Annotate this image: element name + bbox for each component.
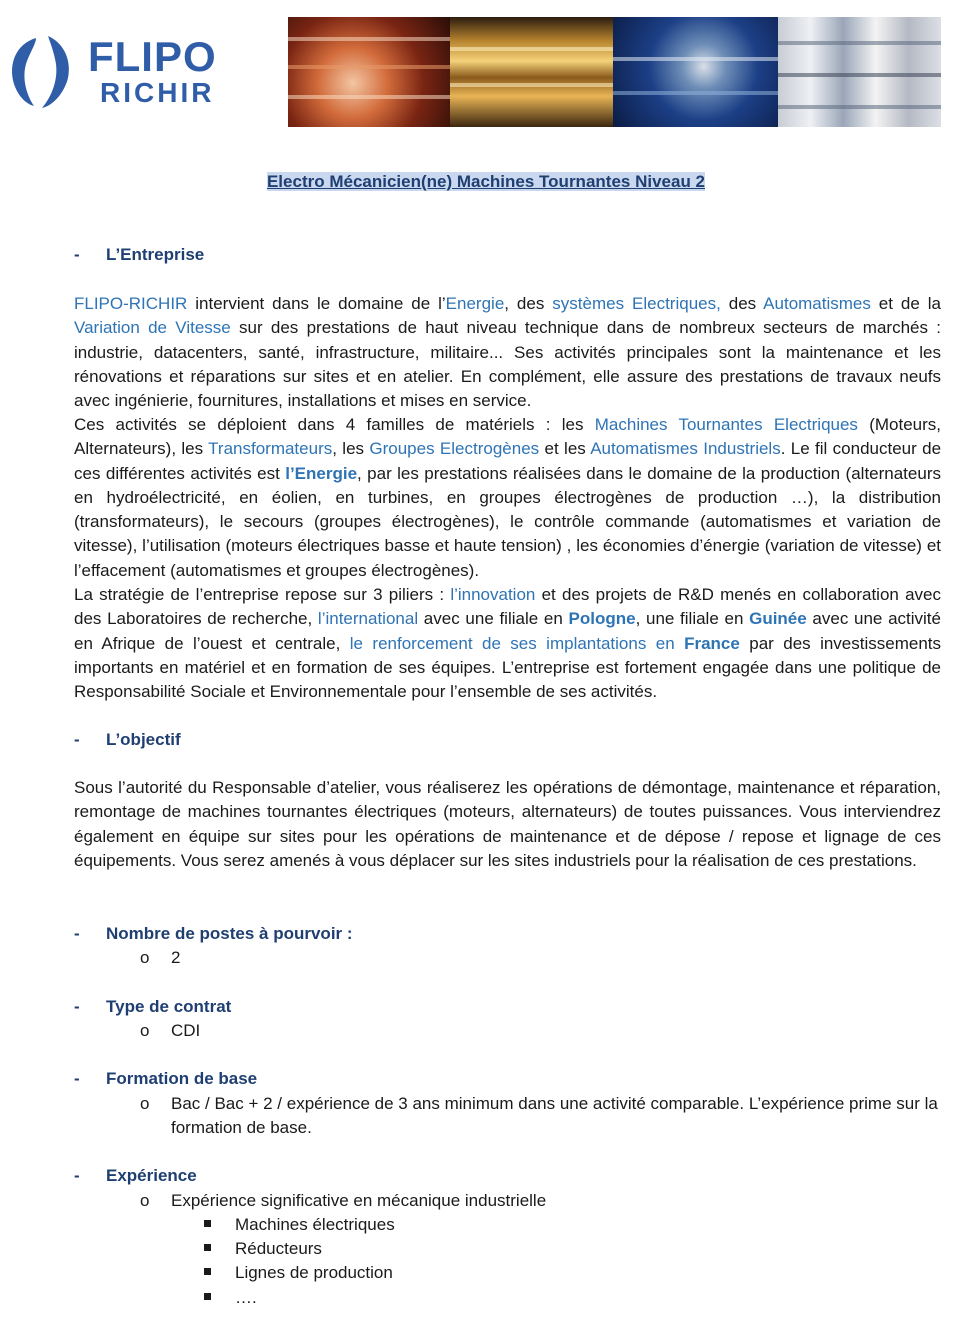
page-title [0,171,972,193]
list-item-text: Expérience significative en mécanique industrielle [171,1191,547,1210]
heading-text: L’Entreprise [106,245,205,264]
text: sur des prestations de haut niveau technique dans de nombreux secteurs de marchés : industrie, datacenters, santé, infrastructure, militaire... Ses activités principales sont la maintenance et les rénovations et réparations sur sites et en atelier. En complément, elle assure des prestations de travaux neufs avec ingénierie, fournitures, installations et mises en service. [74,318,941,411]
section-heading-contrat [74,995,231,1019]
text: , les [332,439,370,459]
list-item [140,1189,941,1213]
logo-mark-icon [6,34,78,110]
list-item-text: CDI [171,1021,201,1040]
list-item [140,946,941,970]
heading-text: Formation de base [106,1069,258,1088]
keyword: systèmes Electriques, [552,294,721,313]
keyword: l’Energie [285,463,358,483]
list-item [140,1019,941,1043]
text: avec une filiale en [418,609,569,629]
text: . Le fil conducteur de ces différentes activités est [74,439,942,483]
logo-text-flipo: FLIPO [88,33,217,80]
keyword: l’innovation [450,585,536,604]
section-heading-experience [74,1164,197,1188]
keyword: Automatismes [763,294,871,313]
paragraph-entreprise-activites [74,413,941,583]
list-item [140,1092,941,1141]
paragraph-entreprise-strategie [74,583,941,704]
keyword: Groupes Electrogènes [369,439,540,459]
keyword: le renforcement de ses implantations en [349,633,685,653]
sub-list-item-text: Machines électriques [235,1215,395,1234]
dash-bullet: - [74,997,80,1016]
keyword: France [684,633,740,653]
text: La stratégie de l’entreprise repose sur 3 piliers : [74,585,451,604]
square-bullet-icon [204,1244,211,1251]
dash-bullet: - [74,924,80,943]
keyword: Automatismes Industriels [590,439,781,459]
paragraph-entreprise-intro [74,292,941,413]
square-bullet-icon [204,1293,211,1300]
banner-photo-engine [613,17,778,127]
keyword: Transformateurs [208,439,333,459]
text: , une filiale en [635,609,750,629]
text: , par les prestations réalisées dans le domaine de la production (alternateurs en hydroélectricité, en éolien, en turbines, en groupes électrogènes de production …), la distribution (transformateurs), le secours (groupes électrogènes), le contrôle commande (automatismes et variation de vitesse), l’utilisation (moteurs électriques basse et haute tension) , les économies d’énergie (variation de vitesse) et l’effacement (automatismes et groupes électrogènes). [74,463,941,580]
company-logo [6,34,256,110]
heading-text: Type de contrat [106,997,232,1016]
section-heading-postes [74,922,353,946]
text: avec une activité en Afrique de l’ouest et centrale, [74,609,941,653]
square-bullet-icon [204,1220,211,1227]
section-heading-entreprise [74,243,204,267]
heading-text: Expérience [106,1166,197,1185]
keyword: FLIPO-RICHIR [74,294,188,313]
sub-list-item [204,1286,257,1310]
keyword: Machines Tournantes Electriques [594,415,858,434]
heading-text: L’objectif [106,730,181,749]
section-heading-objectif [74,728,181,752]
keyword: Pologne [568,609,636,629]
heading-text: Nombre de postes à pourvoir : [106,924,353,943]
text: et les [539,439,591,459]
dash-bullet: - [74,1069,80,1088]
text: et des projets de R&D menés en collaboration avec des Laboratoires de recherche, [74,585,941,629]
header [0,0,972,135]
keyword: l’international [317,609,419,629]
page-title-text: Electro Mécanicien(ne) Machines Tournantes Niveau 2 [266,172,706,191]
dash-bullet: - [74,1166,80,1185]
text: (Moteurs, Alternateurs), les [74,415,941,459]
paragraph-objectif: Sous l’autorité du Responsable d’atelier, vous réaliserez les opérations de démontage, maintenance et réparation, remontage de machines tournantes électriques (moteurs, alternateurs) de toutes puissances. Vous interviendrez également en équipe sur sites pour les opérations de maintenance et de dépose / repose et lignage de ces équipements. Vous serez amenés à vous déplacer sur les sites industriels pour la réalisation de ces prestations. [74,778,941,870]
text: et de la [870,294,941,313]
square-bullet-icon [204,1268,211,1275]
sub-list-item-text: Réducteurs [235,1239,322,1258]
text: intervient dans le domaine de l’ [187,294,446,313]
text: des [720,294,764,313]
sub-list-item-text: Lignes de production [235,1263,393,1282]
sub-list-item [204,1213,395,1237]
list-item-text: Bac / Bac + 2 / expérience de 3 ans minimum dans une activité comparable. L’expérience prime sur la formation de base. [171,1094,938,1138]
section-heading-formation [74,1067,257,1091]
sub-list-item [204,1237,322,1261]
list-item-text: 2 [171,948,181,967]
banner-photo-stator [288,17,450,127]
text: par des investissements importants en matériel et en formation de ses équipes. L’entreprise est fortement engagée dans une politique de Responsabilité Sociale et Environnementale pour l’ensemble de ses activités. [74,633,942,702]
circle-bullet: o [140,1191,150,1210]
keyword: Energie [445,294,505,313]
text: , des [504,294,553,313]
circle-bullet: o [140,948,150,967]
banner-photo-electrical-cabinet [778,17,941,127]
circle-bullet: o [140,1021,150,1040]
logo-text-richir: RICHIR [100,77,215,108]
keyword: Variation de Vitesse [74,318,231,338]
dash-bullet: - [74,245,80,264]
sub-list-item-text: …. [235,1288,257,1307]
text: Ces activités se déploient dans 4 familles de matériels : les [74,415,595,434]
banner-photo-transformer [450,17,613,127]
keyword: Guinée [749,609,807,629]
header-banner-photos [288,17,941,127]
sub-list-item [204,1261,393,1285]
dash-bullet: - [74,730,80,749]
circle-bullet: o [140,1094,150,1113]
